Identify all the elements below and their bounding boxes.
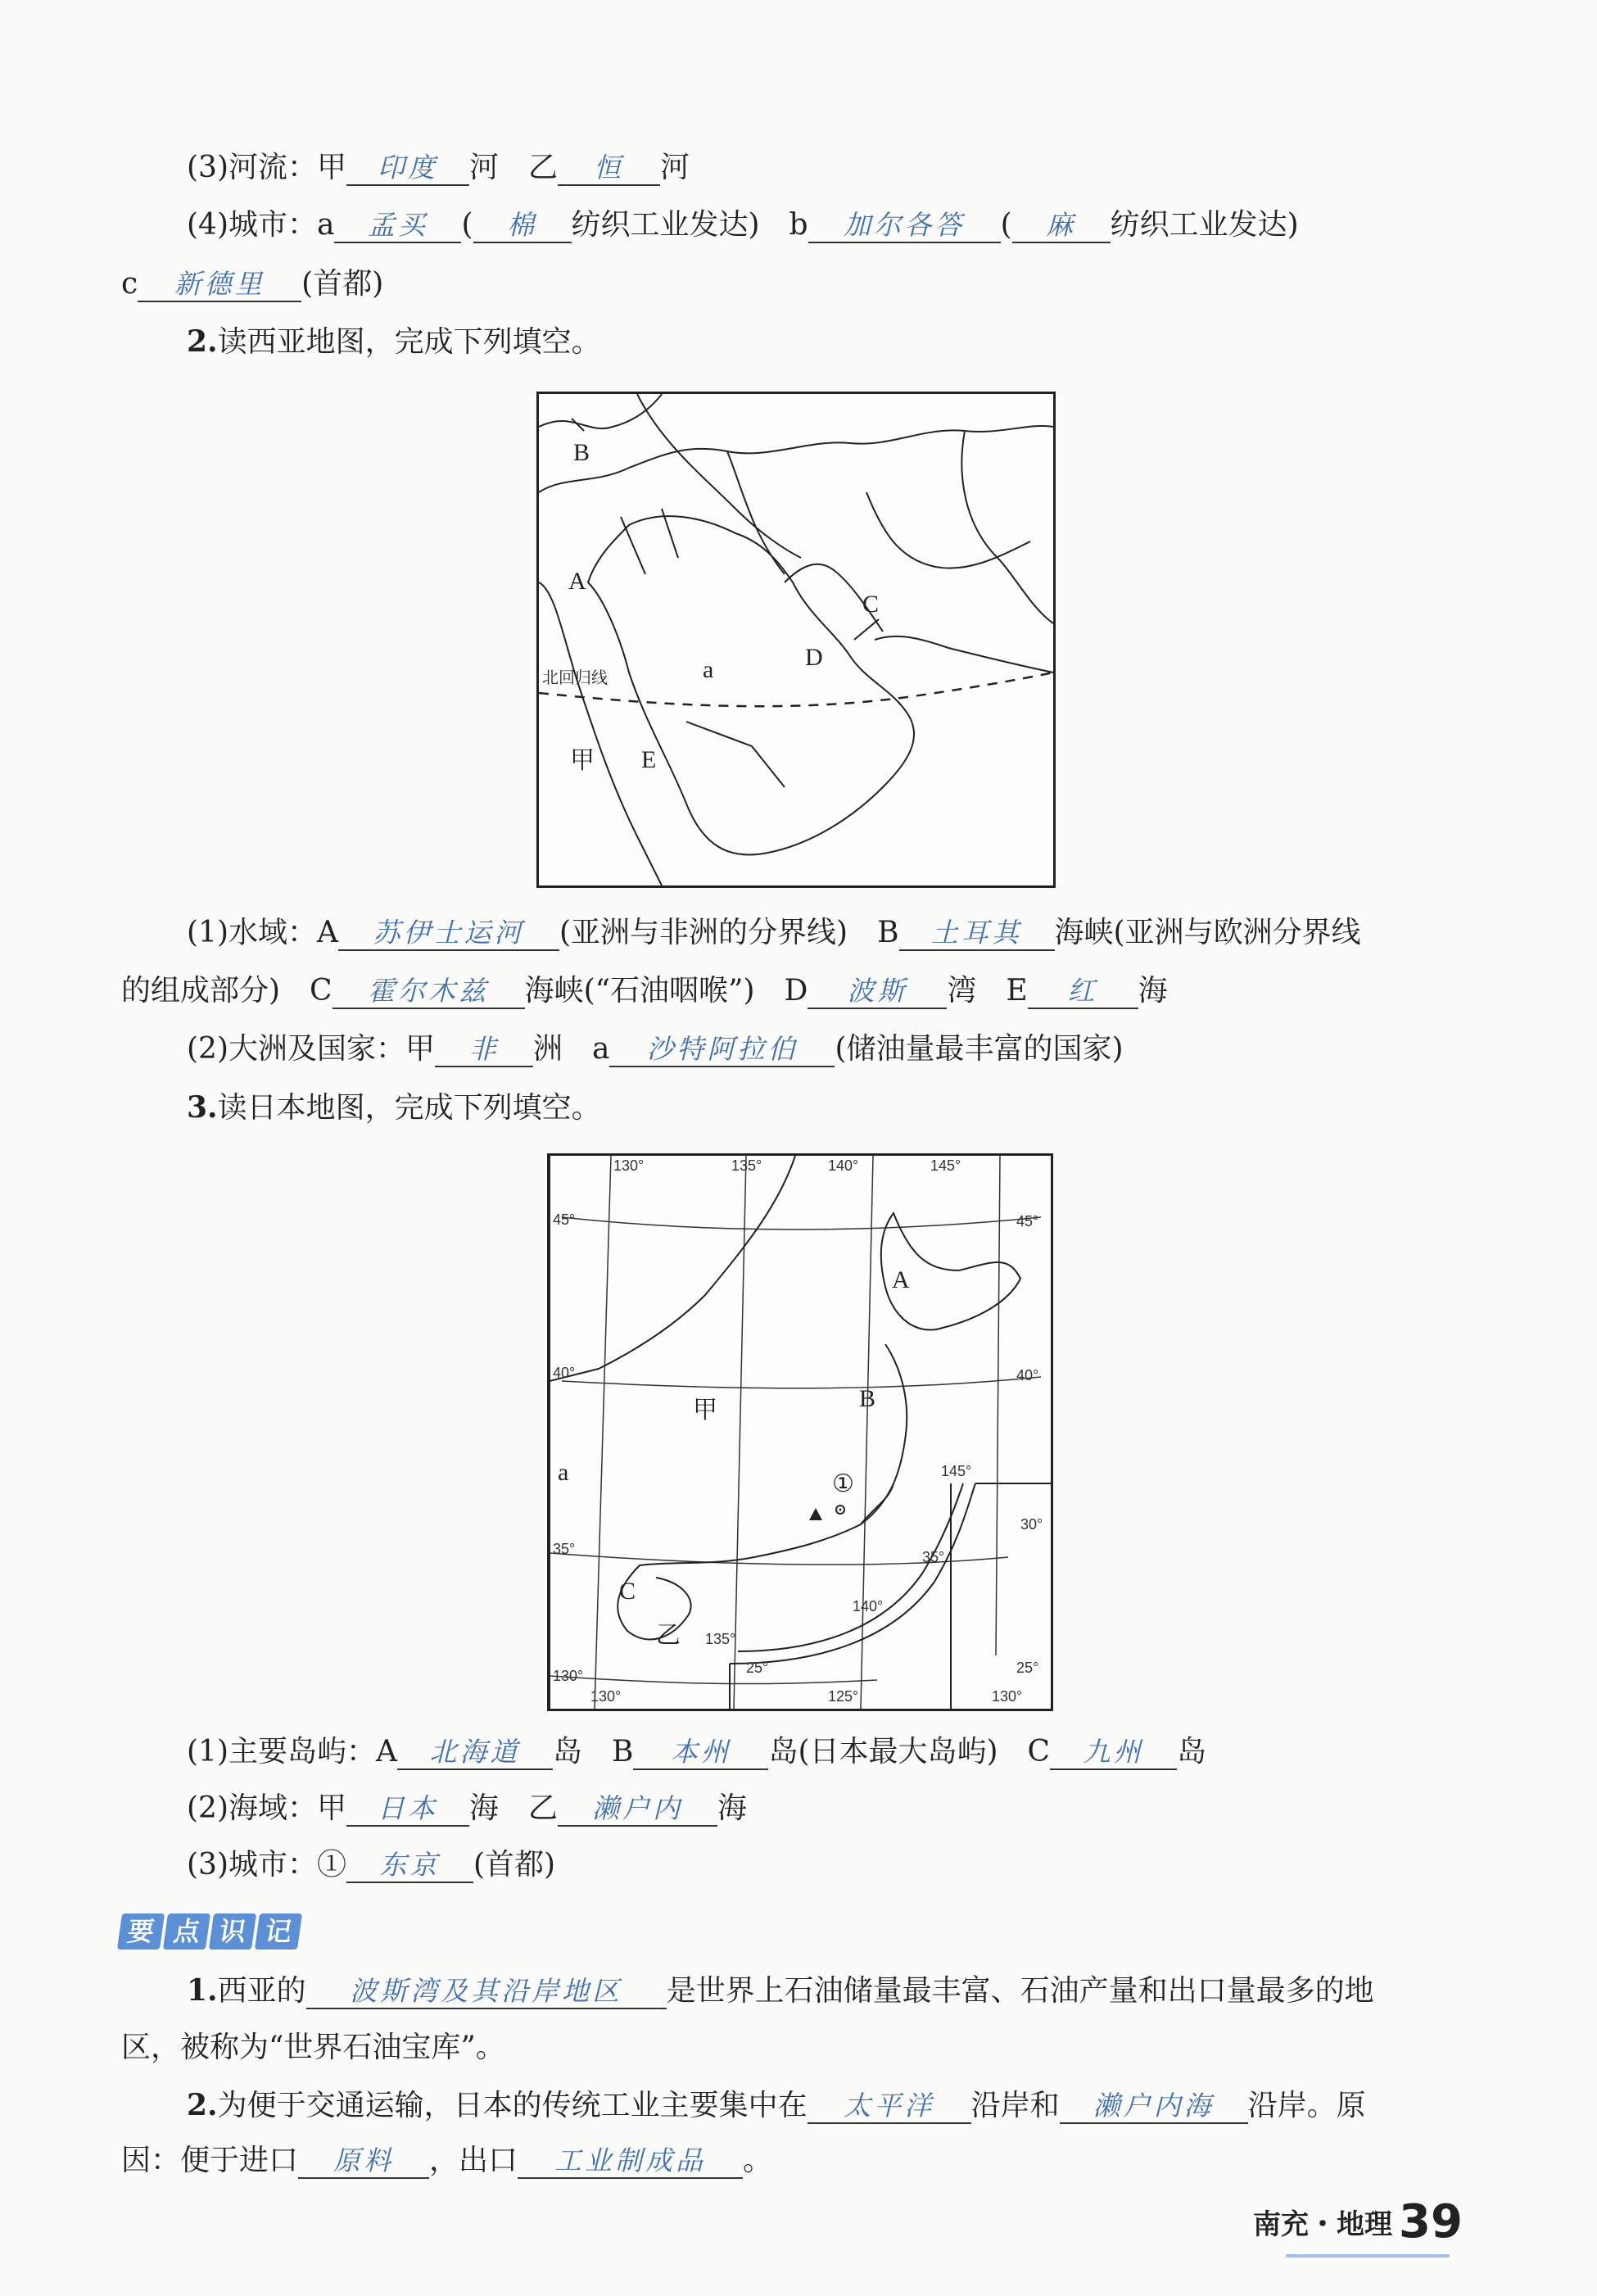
answer-export: 工业制成品 [518, 2144, 743, 2179]
map-label-jia: 甲 [693, 1397, 717, 1424]
answer-water-c: 霍尔木兹 [333, 975, 525, 1009]
city-line: (3)城市：① 东京 (首都) [187, 1848, 556, 1882]
footer-text: 南充・地理 [1253, 2208, 1392, 2241]
deg-label: 25° [746, 1660, 769, 1676]
map-label-tropic: 北回归线 [542, 669, 608, 687]
answer-island-a: 北海道 [397, 1736, 553, 1770]
answer-city-b-industry: 麻 [1012, 209, 1111, 243]
cities-line-2: c 新德里 (首都) [121, 267, 384, 301]
answer-sea-yi: 濑户内 [558, 1792, 717, 1827]
mount-fuji-icon [809, 1508, 822, 1520]
deg-label: 145° [941, 1463, 972, 1479]
map-label-yi: 乙 [656, 1622, 681, 1649]
map-label-d: D [805, 644, 823, 671]
answer-water-b: 土耳其 [899, 917, 1055, 951]
deg-label: 135° [731, 1157, 762, 1174]
water-line-1: (1)水域：A 苏伊士运河 (亚洲与非洲的分界线) B 土耳其 海峡(亚洲与欧洲分界线 [187, 916, 1361, 949]
rivers-line: (3)河流：甲 印度 河 乙 恒 河 [187, 151, 690, 184]
answer-river-yi: 恒 [558, 152, 660, 186]
islands-line: (1)主要岛屿：A 北海道 岛 B 本州 岛(日本最大岛屿) C 九州 岛 [187, 1735, 1207, 1768]
answer-city-b: 加尔各答 [808, 209, 1001, 243]
answer-country: 沙特阿拉伯 [609, 1033, 835, 1067]
answer-water-d: 波斯 [808, 975, 947, 1009]
keypoint-2: 2.为便于交通运输，日本的传统工业主要集中在 太平洋 沿岸和 濑户内海 沿岸。原 [187, 2088, 1366, 2122]
keypoint-1-cont: 区，被称为“世界石油宝库”。 [121, 2031, 505, 2064]
deg-label: 130° [553, 1668, 584, 1684]
deg-label: 130° [590, 1688, 622, 1705]
answer-coast-1: 太平洋 [808, 2090, 971, 2124]
map-label-b: B [573, 439, 590, 466]
deg-label: 45° [553, 1211, 576, 1228]
answer-continent: 非 [435, 1033, 533, 1067]
deg-label: 125° [828, 1688, 859, 1705]
map-label-jia: 甲 [570, 747, 595, 774]
deg-label: 45° [1016, 1213, 1039, 1230]
answer-oil-region: 波斯湾及其沿岸地区 [306, 1975, 667, 2009]
answer-city-c: 新德里 [138, 268, 301, 302]
deg-label: 35° [922, 1549, 945, 1565]
answer-island-b: 本州 [633, 1736, 768, 1770]
footer-rule [1286, 2254, 1450, 2258]
answer-coast-2: 濑户内海 [1060, 2090, 1248, 2124]
map-label-e: E [641, 746, 657, 773]
deg-label: 140° [828, 1157, 859, 1174]
countries-line: (2)大洲及国家：甲 非 洲 a 沙特阿拉伯 (储油量最丰富的国家) [187, 1032, 1124, 1066]
map-label-c: C [619, 1578, 636, 1605]
west-asia-map [536, 392, 1056, 888]
deg-label: 140° [853, 1598, 884, 1614]
answer-sea-jia: 日本 [346, 1792, 469, 1827]
map-label-b: B [859, 1385, 876, 1412]
map-label-tokyo: ① [832, 1470, 854, 1497]
seas-line: (2)海域：甲 日本 海 乙 濑户内 海 [187, 1791, 748, 1825]
deg-label: 145° [930, 1157, 961, 1174]
japan-map [547, 1153, 1053, 1711]
answer-city-a-industry: 棉 [473, 209, 572, 243]
map-label-a-lower: a [558, 1459, 569, 1486]
answer-city-a: 孟买 [334, 209, 461, 243]
deg-label: 130° [992, 1688, 1023, 1705]
page-footer [1253, 2195, 1463, 2248]
answer-river-jia: 印度 [346, 152, 469, 186]
answer-water-a: 苏伊士运河 [338, 917, 559, 951]
keypoint-1: 1.西亚的 波斯湾及其沿岸地区 是世界上石油储量最丰富、石油产量和出口量最多的地 [187, 1973, 1374, 2008]
deg-label: 135° [705, 1631, 736, 1647]
deg-label: 35° [553, 1541, 576, 1557]
japan-map-drawing [550, 1156, 1051, 1709]
q2-title: 2.读西亚地图，完成下列填空。 [187, 324, 601, 359]
answer-water-e: 红 [1028, 975, 1138, 1009]
answer-island-c: 九州 [1050, 1736, 1177, 1770]
map-label-a-lower: a [703, 656, 714, 683]
map-label-a-upper: A [568, 568, 586, 595]
deg-label: 40° [553, 1365, 576, 1381]
deg-label: 25° [1016, 1660, 1039, 1676]
answer-capital: 东京 [346, 1849, 473, 1883]
answer-import: 原料 [298, 2144, 429, 2179]
map-label-c: C [862, 591, 880, 618]
keypoint-2-cont: 因：便于进口 原料 ，出口 工业制成品 。 [121, 2144, 773, 2177]
deg-label: 130° [613, 1157, 645, 1174]
west-asia-map-drawing [539, 394, 1053, 885]
keypoints-banner: 要 点 识 记 [120, 1913, 300, 1950]
q3-title: 3.读日本地图，完成下列填空。 [187, 1090, 601, 1125]
map-label-a: A [892, 1266, 910, 1293]
deg-label: 30° [1020, 1516, 1043, 1533]
cities-line: (4)城市：a 孟买 ( 棉 纺织工业发达) b 加尔各答 ( 麻 纺织工业发达) [187, 208, 1299, 242]
water-line-2: 的组成部分) C 霍尔木兹 海峡(“石油咽喉”) D 波斯 湾 E 红 海 [121, 974, 1168, 1008]
page-number: 39 [1399, 2195, 1463, 2248]
deg-label: 40° [1016, 1367, 1039, 1383]
